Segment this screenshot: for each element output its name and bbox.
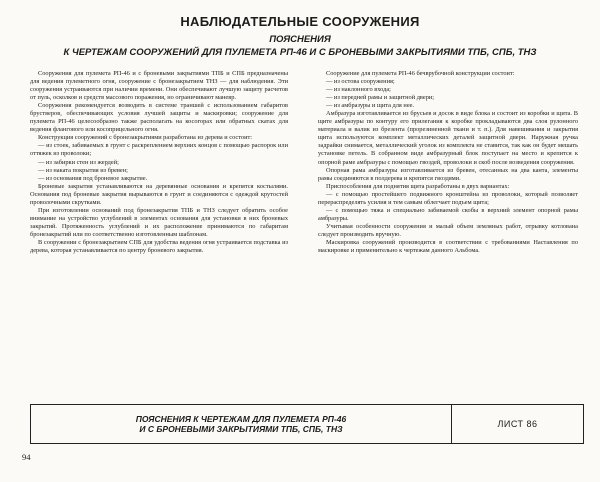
right-text-column	[318, 70, 578, 255]
paragraph: Амбразура изготавливается из брусьев и досок в виде блока и состоит из коробки и щита. В щите амбразуры по контуру его прилегания к коробке прокладываются два слоя рулонного материала и валик из брезента (прорезиненной ткани и т. п.). Для навешивания и закрытия щита используются комплект металлических деталей защитной двери. Наружная ручка задрайки снимается, металлический уголок из комплекта не ставится, так как он будет мешать установке петель. В собранном виде амбразурный блок поступает на место и крепится к опорной раме амбразуры с помощью гвоздей, проволоки и скоб после возведения сооружения.	[318, 110, 578, 166]
paragraph: Сооружение для пулемета РП-46 бечврубочной конструкции состоит:	[326, 70, 515, 77]
paragraph: Броневые закрытия устанавливаются на деревянные основания и крепятся костылями. Основания под броневые закрытия вырываются в грунт и соединяются с одеждой крутостей проволочными скрутками.	[30, 182, 288, 206]
list-item: — из амбразуры и щита для нее.	[326, 102, 415, 110]
title-block-caption	[31, 405, 452, 443]
list-item: — из забирки стен из жердей;	[38, 158, 119, 166]
list-item: — из стоек, забиваемых в грунт с раскреплением верхних концов с помощью распорок или оттяжек из проволоки;	[30, 142, 288, 158]
paragraph: Приспособления для поднятия щита разработаны в двух вариантах:	[326, 182, 510, 190]
list-item: — из наката покрытия из бревен;	[38, 166, 128, 174]
left-text-column	[30, 70, 288, 255]
paragraph: В сооружении с бронезакрытием СПБ для удобства ведения огня устраивается подставка из дерева, которая устанавливается по центру броневого закрытия.	[30, 238, 288, 255]
list-item: — с помощью простейшего подвижного кронштейна из проволоки, который позволяет перераспределять усилия и тем самым облегчает подъем щита;	[318, 190, 578, 206]
list-item: — с помощью тяжа и специально забиваемой скобы в верхний элемент опорной рамы амбразуры.	[318, 206, 578, 222]
paragraph: Сооружения для пулемета РП-46 и с броневыми закрытиями ТПБ и СПБ предназначены для ведения пулеметного огня, сооружение с бронезакрытием ТНЗ — для наблюдения. Эти сооружения устраиваются при наличии времени. Они обеспечивают лучшую защиту расчетов от пуль, осколков и средств массового поражения, но ограничивают маневр.	[30, 70, 288, 102]
paragraph: Опорная рама амбразуры изготавливается из бревен, отесанных на два канта, элементы рамы соединяются в полдерева и крепятся гвоздями.	[318, 166, 578, 182]
page-title: НАБЛЮДАТЕЛЬНЫЕ СООРУЖЕНИЯ	[180, 14, 420, 29]
list-item: — из наклонного входа;	[326, 86, 391, 94]
paragraph: Маскировка сооружений производится в соответствии с требованиями Наставления по маскировке и применительно к чертежам данного Альбома.	[318, 238, 578, 255]
paragraph: Сооружения рекомендуется возводить в системе траншей с использованием габаритов брустверов, обеспечивающих условия лучшей защиты и маскировки; сооружение для пулемета РП-46 целесообразно также располагать на косогорах или обратных скатах для ведения флангового или косоприцельного огня.	[30, 102, 288, 134]
section-heading: К ЧЕРТЕЖАМ СООРУЖЕНИЙ ДЛЯ ПУЛЕМЕТА РП-46 И С БРОНЕВЫМИ ЗАКРЫТИЯМИ ТПБ, СПБ, ТНЗ	[63, 47, 537, 58]
title-block-line: И С БРОНЕВЫМИ ЗАКРЫТИЯМИ ТПБ, СПБ, ТНЗ	[139, 424, 343, 434]
list-item: — из основания под броневое закрытие.	[38, 174, 148, 182]
sheet-number: ЛИСТ 86	[497, 419, 538, 429]
paragraph: При изготовлении оснований под бронезакрытия ТПБ и ТНЗ следует обратить особое внимание на устройство углублений в элементах основания для установки в них броневых закрытий. Протяженность углублений и их расположение принимаются по габаритам бронезакрытий или по соответственно изготовленным шаблонам.	[30, 206, 288, 238]
title-block-line: ПОЯСНЕНИЯ К ЧЕРТЕЖАМ ДЛЯ ПУЛЕМЕТА РП-46	[135, 414, 347, 424]
list-item: — из остова сооружения;	[326, 78, 395, 86]
paragraph: Учитывая особенности сооружения и малый объем земляных работ, отрывку котлована следует производить вручную.	[318, 222, 578, 238]
page-number: 94	[22, 452, 31, 462]
paragraph: Конструкция сооружений с бронезакрытиями разработана из дерева и состоит:	[38, 134, 253, 142]
section-subtitle: ПОЯСНЕНИЯ	[269, 34, 331, 45]
list-item: — из передней рамы и защитной двери;	[326, 94, 435, 102]
title-block	[30, 404, 584, 444]
